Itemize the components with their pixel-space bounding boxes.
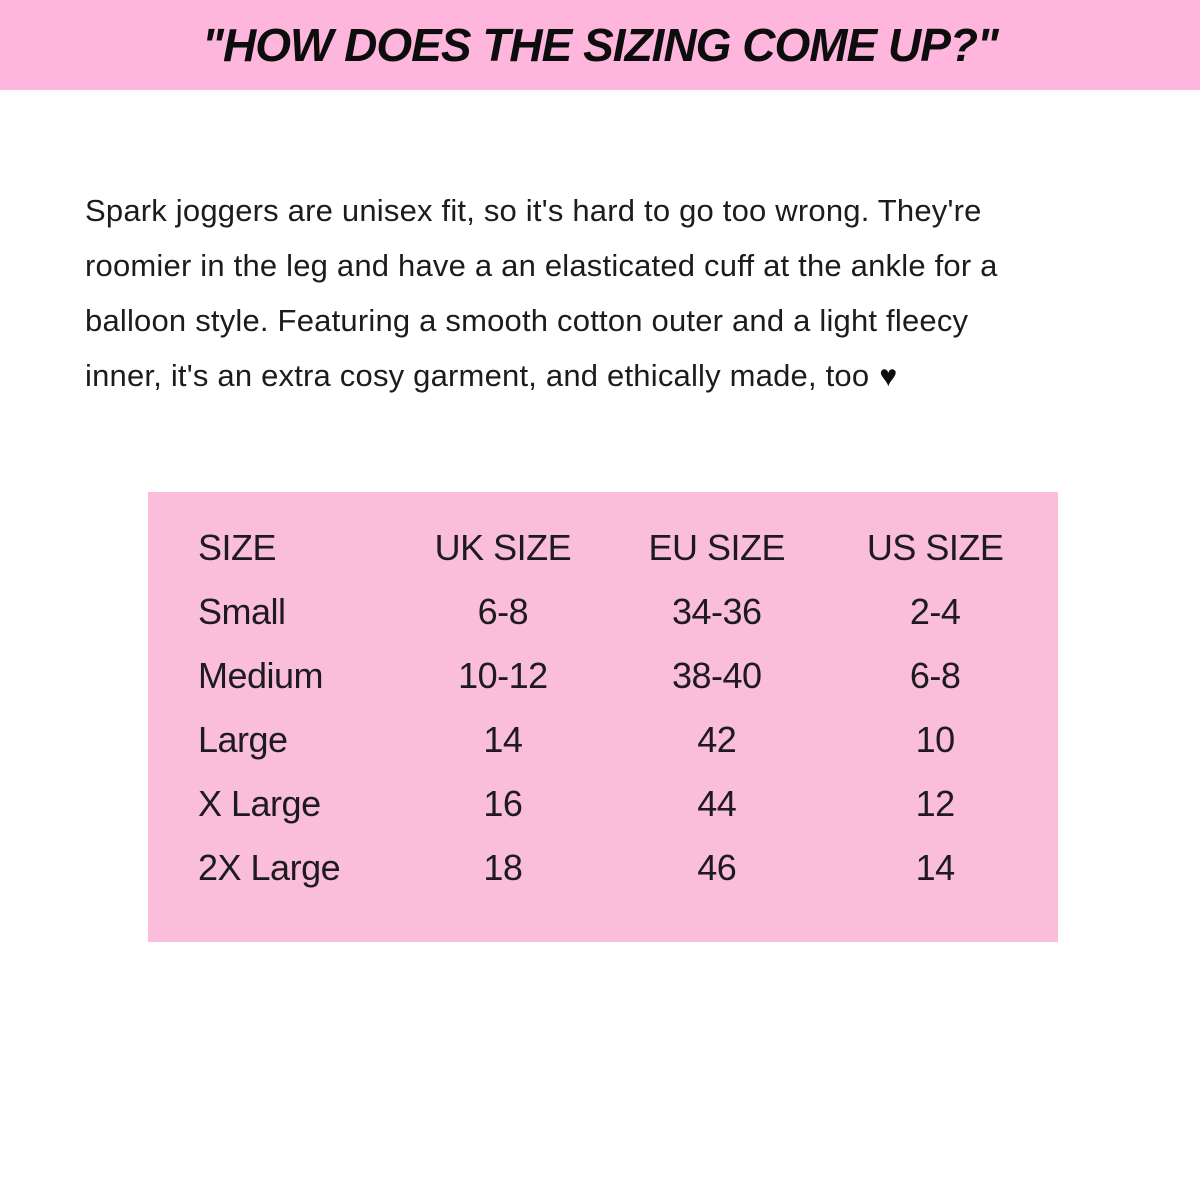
heart-icon: ♥ [879, 360, 898, 393]
us-size-cell: 6-8 [909, 655, 961, 696]
page-title: "HOW DOES THE SIZING COME UP?" [202, 19, 998, 71]
table-row [148, 836, 1058, 900]
column-header-uk-size: UK SIZE [434, 527, 572, 568]
size-cell: 2X Large [198, 847, 341, 888]
size-cell: Medium [198, 655, 324, 696]
size-table [148, 516, 1058, 900]
eu-size-cell: 42 [697, 719, 737, 760]
table-row [148, 580, 1058, 644]
column-header-eu-size: EU SIZE [648, 527, 785, 568]
us-size-cell: 14 [915, 847, 955, 888]
table-row [148, 772, 1058, 836]
eu-size-cell: 38-40 [671, 655, 762, 696]
uk-size-cell: 18 [483, 847, 523, 888]
description-line: Spark joggers are unisex fit, so it's hard to go too wrong. They're [85, 193, 982, 228]
size-chart [148, 492, 1058, 942]
description-line: balloon style. Featuring a smooth cotton outer and a light fleecy [85, 303, 969, 338]
table-row [148, 708, 1058, 772]
column-header-size: SIZE [198, 527, 277, 568]
eu-size-cell: 34-36 [671, 591, 762, 632]
description-line: roomier in the leg and have a an elasticated cuff at the ankle for a [85, 248, 998, 283]
column-header-us-size: US SIZE [866, 527, 1004, 568]
description-line [85, 348, 1155, 404]
uk-size-cell: 14 [483, 719, 523, 760]
us-size-cell: 10 [915, 719, 955, 760]
size-cell: Large [198, 719, 288, 760]
uk-size-cell: 16 [483, 783, 523, 824]
uk-size-cell: 10-12 [458, 655, 548, 696]
description-line-text: inner, it's an extra cosy garment, and ethically made, too [85, 358, 870, 393]
us-size-cell: 2-4 [909, 591, 961, 632]
uk-size-cell: 6-8 [477, 591, 529, 632]
size-cell: Small [198, 591, 286, 632]
table-header-row [148, 516, 1058, 580]
eu-size-cell: 46 [697, 847, 737, 888]
us-size-cell: 12 [915, 783, 955, 824]
table-row [148, 644, 1058, 708]
header-banner [0, 0, 1200, 90]
size-cell: X Large [198, 783, 321, 824]
product-description [85, 183, 1155, 404]
eu-size-cell: 44 [697, 783, 737, 824]
